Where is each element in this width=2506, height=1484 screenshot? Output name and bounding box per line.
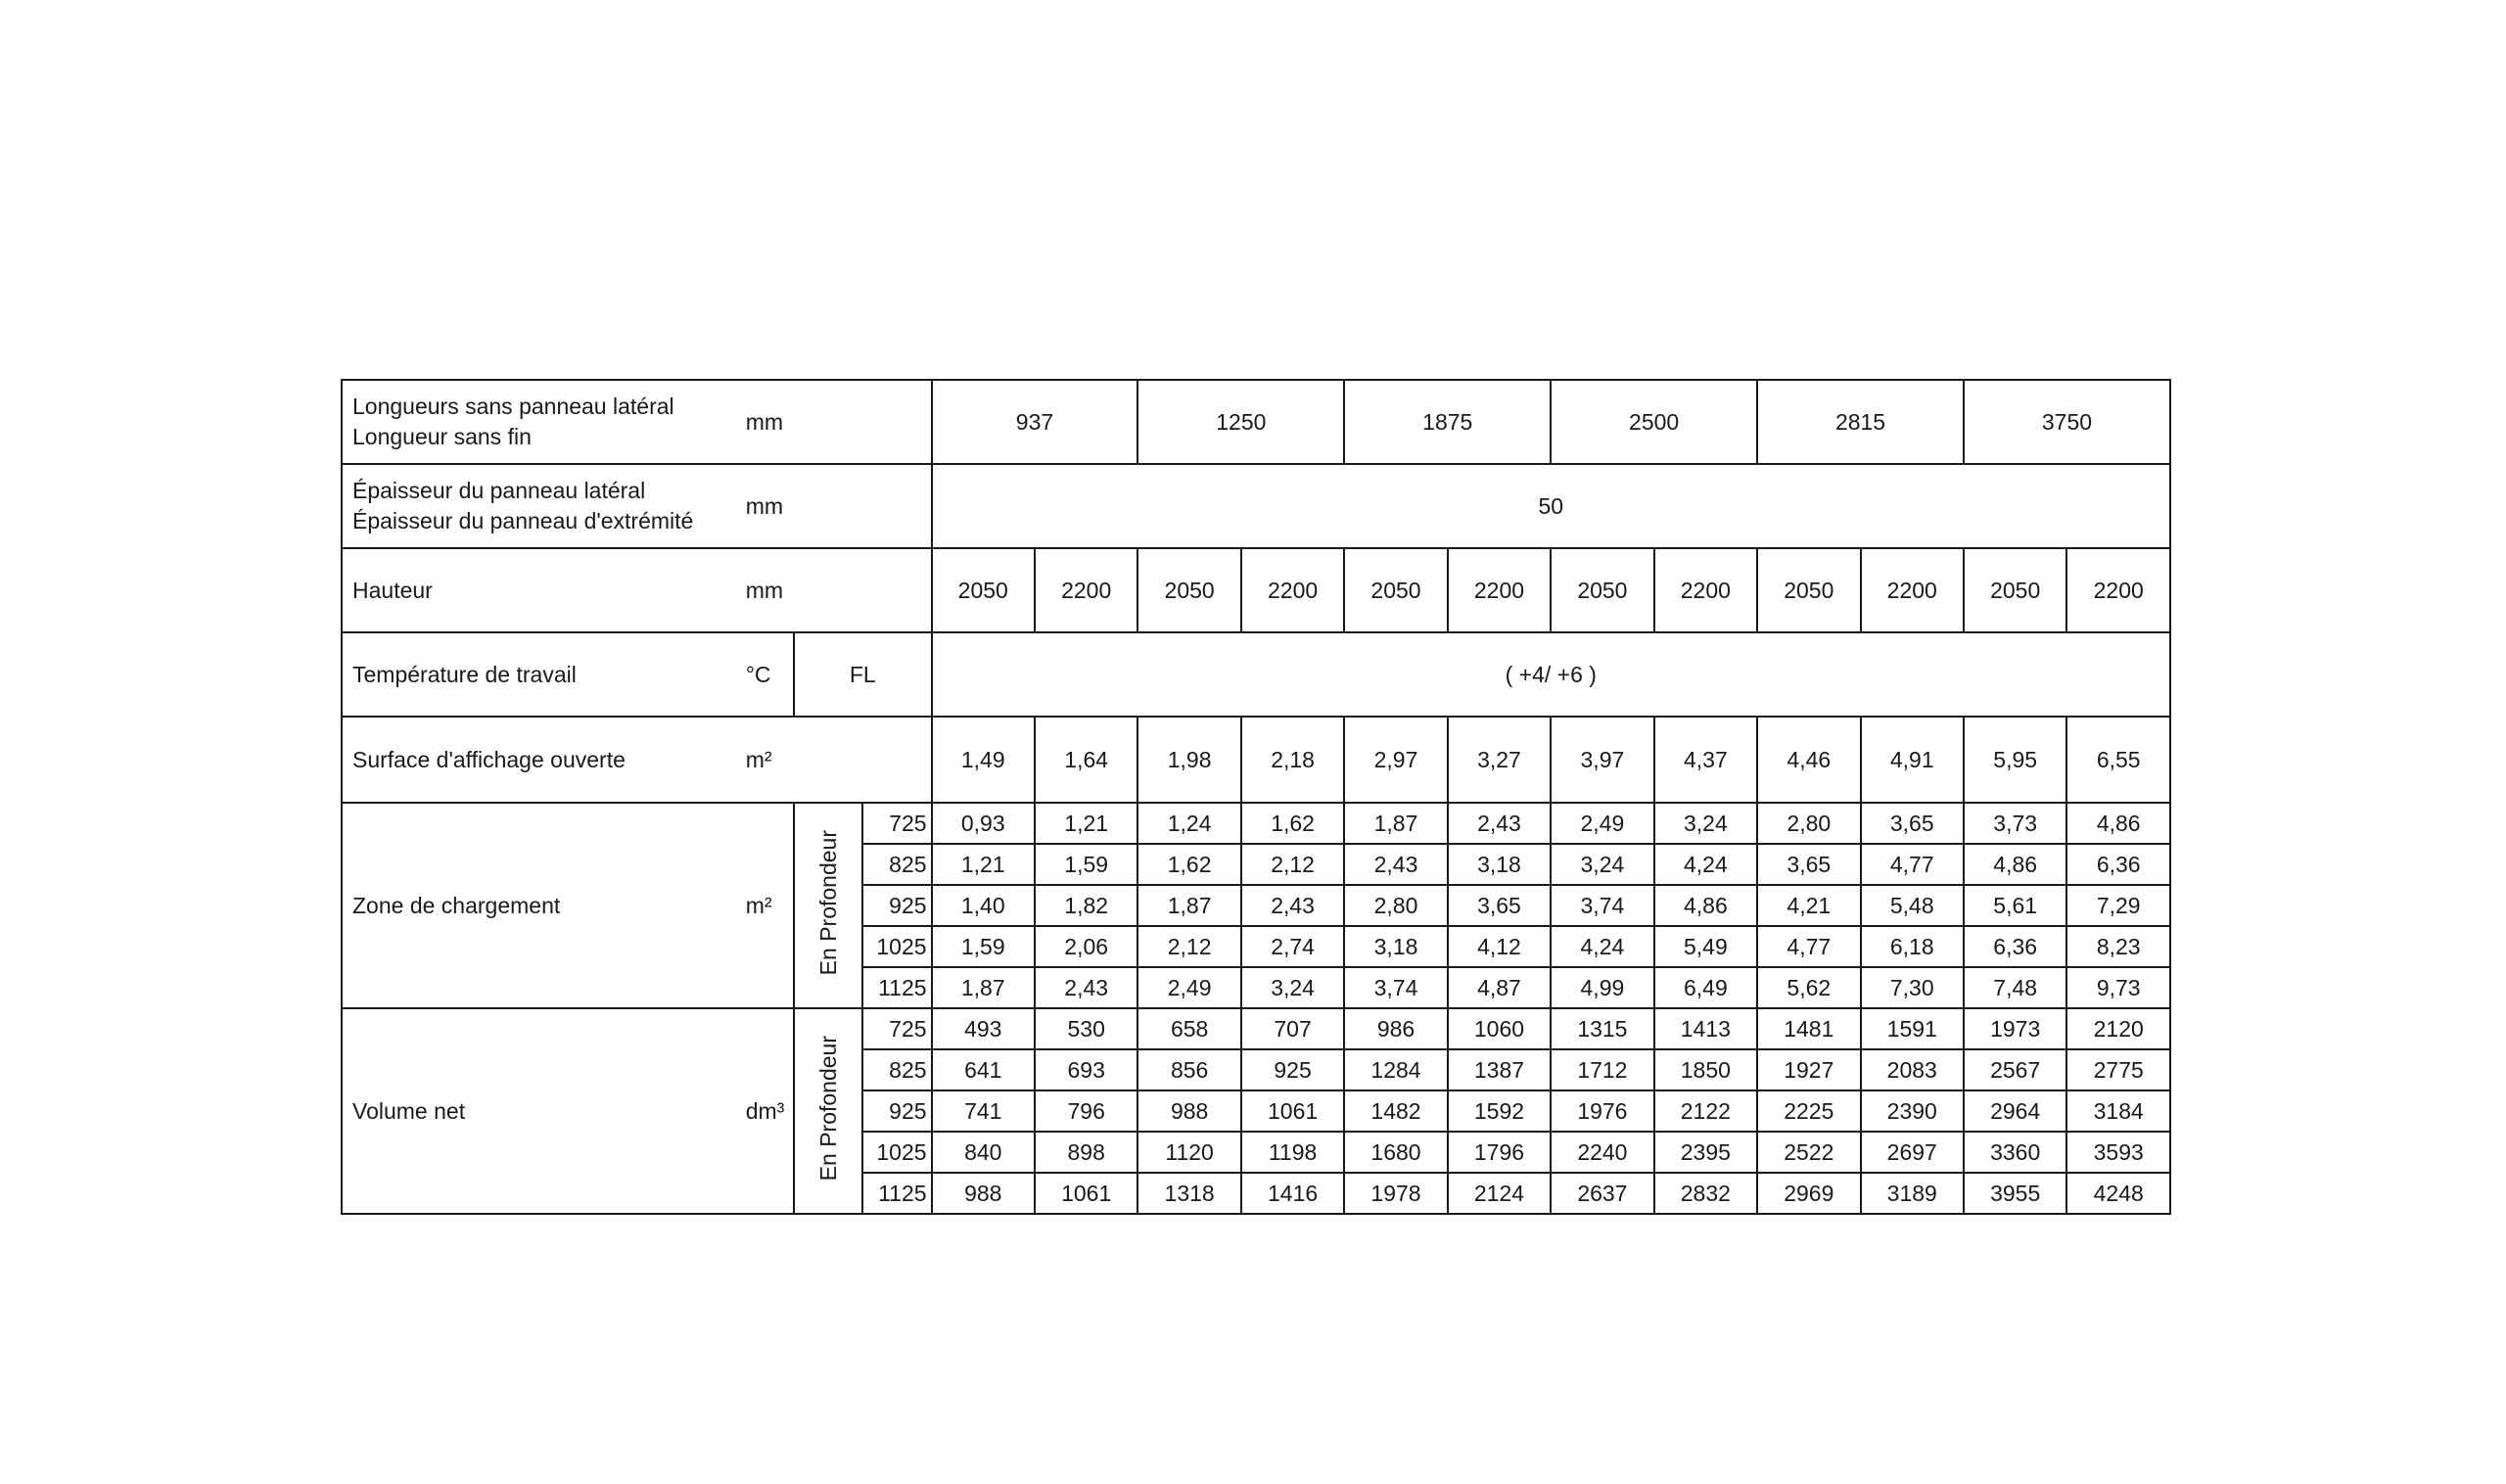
loading-cell: 4,24 <box>1551 926 1653 967</box>
height-cell: 2200 <box>1861 548 1964 632</box>
loading-cell: 1,24 <box>1137 803 1240 844</box>
volume-depth-label: En Profondeur <box>815 1035 842 1182</box>
volume-depth: 925 <box>862 1090 931 1132</box>
volume-cell: 1712 <box>1551 1049 1653 1090</box>
thickness-unit: mm <box>740 464 932 548</box>
volume-cell: 988 <box>932 1173 1035 1214</box>
volume-cell: 3593 <box>2066 1132 2170 1173</box>
volume-cell: 1680 <box>1344 1132 1447 1173</box>
volume-cell: 2390 <box>1861 1090 1964 1132</box>
loading-cell: 5,48 <box>1861 885 1964 926</box>
height-cell: 2050 <box>1964 548 2066 632</box>
loading-cell: 1,87 <box>1137 885 1240 926</box>
volume-cell: 3360 <box>1964 1132 2066 1173</box>
loading-cell: 5,49 <box>1654 926 1757 967</box>
loading-depth: 825 <box>862 844 931 885</box>
height-cell: 2200 <box>2066 548 2170 632</box>
lengths-label-line-2: Longueur sans fin <box>352 424 532 449</box>
thickness-row <box>342 464 2170 548</box>
volume-cell: 1284 <box>1344 1049 1447 1090</box>
loading-row <box>342 803 2170 844</box>
volume-cell: 1978 <box>1344 1173 1447 1214</box>
temperature-value: ( +4/ +6 ) <box>932 632 2170 717</box>
loading-cell: 4,12 <box>1448 926 1551 967</box>
volume-cell: 2083 <box>1861 1049 1964 1090</box>
volume-cell: 2964 <box>1964 1090 2066 1132</box>
loading-cell: 3,65 <box>1861 803 1964 844</box>
loading-cell: 2,12 <box>1241 844 1344 885</box>
loading-cell: 2,06 <box>1035 926 1137 967</box>
loading-cell: 4,99 <box>1551 967 1653 1008</box>
thickness-label-line-2: Épaisseur du panneau d'extrémité <box>352 508 694 533</box>
loading-cell: 3,24 <box>1654 803 1757 844</box>
loading-cell: 4,86 <box>1964 844 2066 885</box>
loading-cell: 1,40 <box>932 885 1035 926</box>
loading-cell: 3,24 <box>1551 844 1653 885</box>
loading-cell: 4,77 <box>1757 926 1860 967</box>
loading-cell: 1,82 <box>1035 885 1137 926</box>
loading-cell: 3,74 <box>1551 885 1653 926</box>
loading-cell: 5,62 <box>1757 967 1860 1008</box>
volume-cell: 796 <box>1035 1090 1137 1132</box>
height-unit: mm <box>740 548 932 632</box>
loading-cell: 7,29 <box>2066 885 2170 926</box>
surface-label: Surface d'affichage ouverte <box>342 717 740 803</box>
volume-cell: 693 <box>1035 1049 1137 1090</box>
volume-depth: 725 <box>862 1008 931 1049</box>
temperature-unit: °C <box>740 632 794 717</box>
loading-cell: 0,93 <box>932 803 1035 844</box>
loading-depth: 1025 <box>862 926 931 967</box>
volume-cell: 898 <box>1035 1132 1137 1173</box>
height-cell: 2050 <box>1344 548 1447 632</box>
loading-depth: 1125 <box>862 967 931 1008</box>
length-cell: 937 <box>932 380 1138 464</box>
loading-depth: 725 <box>862 803 931 844</box>
volume-cell: 840 <box>932 1132 1035 1173</box>
loading-cell: 1,62 <box>1137 844 1240 885</box>
loading-cell: 6,36 <box>1964 926 2066 967</box>
lengths-row <box>342 380 2170 464</box>
volume-cell: 2124 <box>1448 1173 1551 1214</box>
loading-cell: 2,74 <box>1241 926 1344 967</box>
loading-cell: 4,86 <box>2066 803 2170 844</box>
volume-cell: 856 <box>1137 1049 1240 1090</box>
surface-cell: 4,46 <box>1757 717 1860 803</box>
volume-cell: 2122 <box>1654 1090 1757 1132</box>
temperature-label: Température de travail <box>342 632 740 717</box>
volume-row <box>342 1008 2170 1049</box>
volume-cell: 1060 <box>1448 1008 1551 1049</box>
loading-label: Zone de chargement <box>342 803 740 1008</box>
height-cell: 2200 <box>1448 548 1551 632</box>
loading-cell: 3,24 <box>1241 967 1344 1008</box>
volume-cell: 1481 <box>1757 1008 1860 1049</box>
volume-cell: 1120 <box>1137 1132 1240 1173</box>
loading-cell: 7,48 <box>1964 967 2066 1008</box>
height-cell: 2050 <box>1137 548 1240 632</box>
length-cell: 1875 <box>1344 380 1551 464</box>
volume-cell: 3189 <box>1861 1173 1964 1214</box>
volume-cell: 641 <box>932 1049 1035 1090</box>
volume-cell: 1315 <box>1551 1008 1653 1049</box>
loading-cell: 2,43 <box>1035 967 1137 1008</box>
loading-cell: 3,74 <box>1344 967 1447 1008</box>
volume-cell: 1482 <box>1344 1090 1447 1132</box>
height-label: Hauteur <box>342 548 740 632</box>
surface-cell: 3,27 <box>1448 717 1551 803</box>
volume-cell: 2969 <box>1757 1173 1860 1214</box>
thickness-label <box>342 464 740 548</box>
surface-cell: 5,95 <box>1964 717 2066 803</box>
loading-depth: 925 <box>862 885 931 926</box>
volume-cell: 2522 <box>1757 1132 1860 1173</box>
thickness-value: 50 <box>932 464 2170 548</box>
volume-cell: 2775 <box>2066 1049 2170 1090</box>
volume-cell: 986 <box>1344 1008 1447 1049</box>
surface-cell: 6,55 <box>2066 717 2170 803</box>
volume-cell: 1318 <box>1137 1173 1240 1214</box>
loading-cell: 1,21 <box>1035 803 1137 844</box>
loading-cell: 4,87 <box>1448 967 1551 1008</box>
volume-cell: 2225 <box>1757 1090 1860 1132</box>
loading-cell: 4,77 <box>1861 844 1964 885</box>
length-cell: 2815 <box>1757 380 1964 464</box>
volume-unit: dm³ <box>740 1008 794 1214</box>
volume-cell: 1413 <box>1654 1008 1757 1049</box>
height-row <box>342 548 2170 632</box>
volume-depth: 1025 <box>862 1132 931 1173</box>
surface-cell: 4,91 <box>1861 717 1964 803</box>
volume-cell: 3955 <box>1964 1173 2066 1214</box>
length-cell: 1250 <box>1137 380 1344 464</box>
loading-cell: 6,36 <box>2066 844 2170 885</box>
volume-cell: 741 <box>932 1090 1035 1132</box>
volume-cell: 2697 <box>1861 1132 1964 1173</box>
loading-cell: 2,49 <box>1137 967 1240 1008</box>
volume-cell: 1591 <box>1861 1008 1964 1049</box>
height-cell: 2200 <box>1241 548 1344 632</box>
loading-cell: 4,86 <box>1654 885 1757 926</box>
volume-cell: 1973 <box>1964 1008 2066 1049</box>
volume-cell: 1198 <box>1241 1132 1344 1173</box>
volume-cell: 658 <box>1137 1008 1240 1049</box>
volume-cell: 3184 <box>2066 1090 2170 1132</box>
thickness-label-line-1: Épaisseur du panneau latéral <box>352 478 646 503</box>
loading-depth-label: En Profondeur <box>815 829 842 976</box>
lengths-unit: mm <box>740 380 932 464</box>
loading-cell: 9,73 <box>2066 967 2170 1008</box>
volume-cell: 2832 <box>1654 1173 1757 1214</box>
loading-cell: 1,87 <box>932 967 1035 1008</box>
volume-cell: 2395 <box>1654 1132 1757 1173</box>
volume-cell: 1592 <box>1448 1090 1551 1132</box>
loading-cell: 3,73 <box>1964 803 2066 844</box>
temperature-code: FL <box>794 632 932 717</box>
loading-cell: 4,24 <box>1654 844 1757 885</box>
loading-cell: 2,49 <box>1551 803 1653 844</box>
lengths-label <box>342 380 740 464</box>
surface-cell: 3,97 <box>1551 717 1653 803</box>
loading-cell: 5,61 <box>1964 885 2066 926</box>
volume-cell: 2567 <box>1964 1049 2066 1090</box>
loading-cell: 1,59 <box>932 926 1035 967</box>
volume-cell: 1416 <box>1241 1173 1344 1214</box>
volume-cell: 530 <box>1035 1008 1137 1049</box>
surface-cell: 4,37 <box>1654 717 1757 803</box>
volume-cell: 1927 <box>1757 1049 1860 1090</box>
length-cell: 3750 <box>1964 380 2170 464</box>
volume-cell: 707 <box>1241 1008 1344 1049</box>
volume-depth: 1125 <box>862 1173 931 1214</box>
loading-cell: 2,12 <box>1137 926 1240 967</box>
volume-cell: 1976 <box>1551 1090 1653 1132</box>
loading-cell: 4,21 <box>1757 885 1860 926</box>
volume-cell: 1387 <box>1448 1049 1551 1090</box>
loading-depth-group <box>794 803 862 1008</box>
surface-cell: 2,18 <box>1241 717 1344 803</box>
loading-cell: 2,43 <box>1448 803 1551 844</box>
volume-cell: 2120 <box>2066 1008 2170 1049</box>
volume-depth: 825 <box>862 1049 931 1090</box>
loading-cell: 6,49 <box>1654 967 1757 1008</box>
loading-cell: 2,80 <box>1344 885 1447 926</box>
loading-cell: 1,62 <box>1241 803 1344 844</box>
length-cell: 2500 <box>1551 380 1757 464</box>
loading-cell: 1,59 <box>1035 844 1137 885</box>
volume-label: Volume net <box>342 1008 740 1214</box>
lengths-label-line-1: Longueurs sans panneau latéral <box>352 394 674 419</box>
surface-row <box>342 717 2170 803</box>
loading-cell: 3,18 <box>1344 926 1447 967</box>
height-cell: 2050 <box>1757 548 1860 632</box>
loading-cell: 3,65 <box>1757 844 1860 885</box>
volume-cell: 1850 <box>1654 1049 1757 1090</box>
volume-cell: 988 <box>1137 1090 1240 1132</box>
loading-cell: 2,43 <box>1344 844 1447 885</box>
loading-cell: 2,43 <box>1241 885 1344 926</box>
temperature-row <box>342 632 2170 717</box>
height-cell: 2050 <box>932 548 1035 632</box>
spec-table <box>341 379 2171 1215</box>
surface-cell: 2,97 <box>1344 717 1447 803</box>
surface-unit: m² <box>740 717 932 803</box>
loading-cell: 6,18 <box>1861 926 1964 967</box>
volume-cell: 2240 <box>1551 1132 1653 1173</box>
surface-cell: 1,64 <box>1035 717 1137 803</box>
loading-cell: 1,21 <box>932 844 1035 885</box>
loading-cell: 2,80 <box>1757 803 1860 844</box>
volume-cell: 1061 <box>1241 1090 1344 1132</box>
surface-cell: 1,98 <box>1137 717 1240 803</box>
volume-cell: 1796 <box>1448 1132 1551 1173</box>
loading-cell: 3,65 <box>1448 885 1551 926</box>
loading-cell: 1,87 <box>1344 803 1447 844</box>
height-cell: 2200 <box>1035 548 1137 632</box>
volume-depth-group <box>794 1008 862 1214</box>
volume-cell: 4248 <box>2066 1173 2170 1214</box>
volume-cell: 493 <box>932 1008 1035 1049</box>
loading-unit: m² <box>740 803 794 1008</box>
surface-cell: 1,49 <box>932 717 1035 803</box>
height-cell: 2200 <box>1654 548 1757 632</box>
loading-cell: 8,23 <box>2066 926 2170 967</box>
height-cell: 2050 <box>1551 548 1653 632</box>
volume-cell: 925 <box>1241 1049 1344 1090</box>
loading-cell: 3,18 <box>1448 844 1551 885</box>
volume-cell: 2637 <box>1551 1173 1653 1214</box>
volume-cell: 1061 <box>1035 1173 1137 1214</box>
loading-cell: 7,30 <box>1861 967 1964 1008</box>
